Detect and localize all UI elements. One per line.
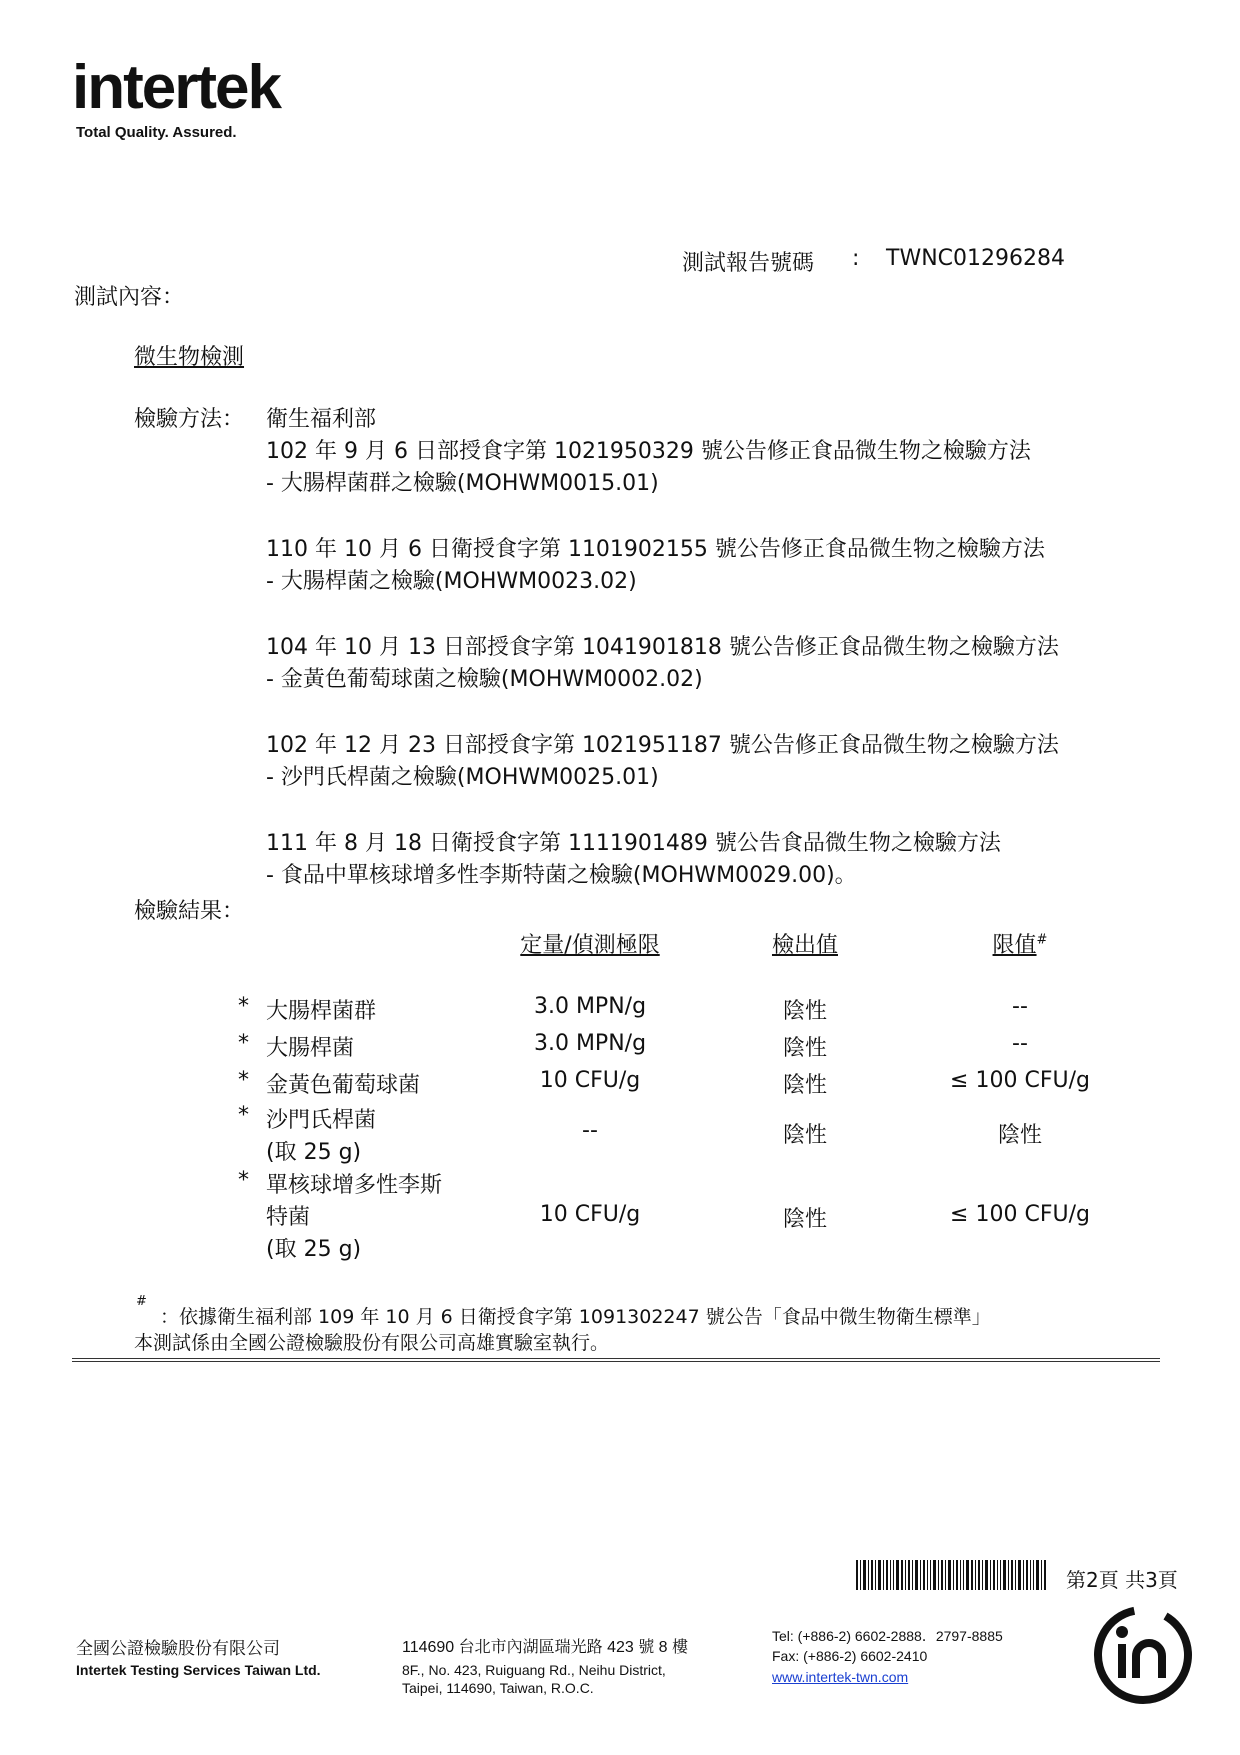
section-title: 微生物檢測 — [134, 345, 245, 370]
intertek-logo: intertek — [72, 53, 280, 122]
divider-line — [72, 1361, 1160, 1362]
website-link[interactable]: www.intertek-twn.com — [772, 1669, 909, 1685]
telephone: Tel: (+886-2) 6602-2888．2797-8885 — [772, 1628, 1003, 1644]
method-line: - 大腸桿菌之檢驗(MOHWM0023.02) — [266, 569, 637, 594]
divider-line — [72, 1358, 1160, 1359]
row-star: * — [238, 994, 249, 1019]
page-info: 第2頁 共3頁 — [1066, 1568, 1178, 1592]
barcode-icon — [856, 1560, 1046, 1590]
header-result: 檢出值 — [771, 933, 838, 958]
intertek-circle-logo-icon — [1090, 1602, 1196, 1708]
row-limit: -- — [1012, 994, 1028, 1019]
method-line: - 食品中單核球增多性李斯特菌之檢驗(MOHWM0029.00)。 — [266, 863, 857, 888]
row-item-cont: 特菌 — [266, 1205, 311, 1230]
row-star: * — [238, 1103, 249, 1128]
row-item: 沙門氏桿菌 — [266, 1108, 377, 1133]
result-label: 檢驗結果： — [134, 899, 245, 924]
header-limit-mark: # — [1036, 932, 1048, 948]
address-zh: 114690 台北市內湖區瑞光路 423 號 8 樓 — [402, 1639, 689, 1656]
row-result: 陰性 — [782, 1123, 827, 1148]
row-item-qualifier: (取 25 g) — [266, 1237, 362, 1262]
address-en-line1: 8F., No. 423, Ruiguang Rd., Neihu District, — [402, 1662, 666, 1678]
footnote-mark: # — [136, 1294, 147, 1309]
method-line: 104 年 10 月 13 日部授食字第 1041901818 號公告修正食品微生物之檢驗方法 — [266, 635, 1059, 660]
method-line: - 大腸桿菌群之檢驗(MOHWM0015.01) — [266, 471, 659, 496]
method-line: 102 年 9 月 6 日部授食字第 1021950329 號公告修正食品微生物之檢驗方法 — [266, 439, 1031, 464]
row-loq: 10 CFU/g — [539, 1202, 641, 1227]
row-result: 陰性 — [782, 999, 827, 1024]
row-result: 陰性 — [782, 1073, 827, 1098]
report-number-label: 測試報告號碼 — [682, 251, 815, 276]
report-number-separator: : — [852, 246, 860, 271]
row-loq: 10 CFU/g — [539, 1068, 641, 1093]
method-line: 102 年 12 月 23 日部授食字第 1021951187 號公告修正食品微生物之檢驗方法 — [266, 733, 1059, 758]
row-star: * — [238, 1031, 249, 1056]
header-loq: 定量/偵測極限 — [520, 933, 660, 958]
address-en-line2: Taipei, 114690, Taiwan, R.O.C. — [402, 1680, 594, 1696]
row-item: 單核球增多性李斯 — [266, 1173, 443, 1198]
row-limit: ≤ 100 CFU/g — [950, 1202, 1090, 1227]
method-line: - 金黃色葡萄球菌之檢驗(MOHWM0002.02) — [266, 667, 703, 692]
method-label: 檢驗方法： — [134, 407, 245, 432]
method-line: 111 年 8 月 18 日衛授食字第 1111901489 號公告食品微生物之檢驗方法 — [266, 831, 1001, 856]
row-result: 陰性 — [782, 1036, 827, 1061]
header-limit — [960, 928, 1080, 959]
row-loq: 3.0 MPN/g — [533, 1031, 647, 1056]
method-line: 110 年 10 月 6 日衛授食字第 1101902155 號公告修正食品微生物之檢驗方法 — [266, 537, 1045, 562]
logo-tagline: Total Quality. Assured. — [76, 124, 237, 141]
company-name-zh: 全國公證檢驗股份有限公司 — [76, 1639, 280, 1658]
row-item-qualifier: (取 25 g) — [266, 1140, 362, 1165]
row-limit: ≤ 100 CFU/g — [950, 1068, 1090, 1093]
report-number-value: TWNC01296284 — [886, 246, 1065, 271]
test-content-label: 測試內容： — [74, 285, 185, 310]
row-item: 金黃色葡萄球菌 — [266, 1073, 421, 1098]
method-line: - 沙門氏桿菌之檢驗(MOHWM0025.01) — [266, 765, 659, 790]
row-item: 大腸桿菌 — [266, 1036, 355, 1061]
row-star: * — [238, 1168, 249, 1193]
header-limit-text: 限值 — [992, 933, 1037, 958]
row-result: 陰性 — [782, 1207, 827, 1232]
footnote-text: ：依據衛生福利部 109 年 10 月 6 日衛授食字第 1091302247 號公告「食品中微生物衛生標準」 — [160, 1306, 991, 1328]
row-loq: -- — [582, 1118, 598, 1143]
method-authority: 衛生福利部 — [266, 407, 377, 432]
row-star: * — [238, 1068, 249, 1093]
row-loq: 3.0 MPN/g — [533, 994, 647, 1019]
row-item: 大腸桿菌群 — [266, 999, 377, 1024]
company-name-en: Intertek Testing Services Taiwan Ltd. — [76, 1662, 321, 1678]
row-limit: 陰性 — [997, 1123, 1042, 1148]
lab-note: 本測試係由全國公證檢驗股份有限公司高雄實驗室執行。 — [134, 1332, 610, 1354]
fax: Fax: (+886-2) 6602-2410 — [772, 1648, 928, 1664]
row-limit: -- — [1012, 1031, 1028, 1056]
